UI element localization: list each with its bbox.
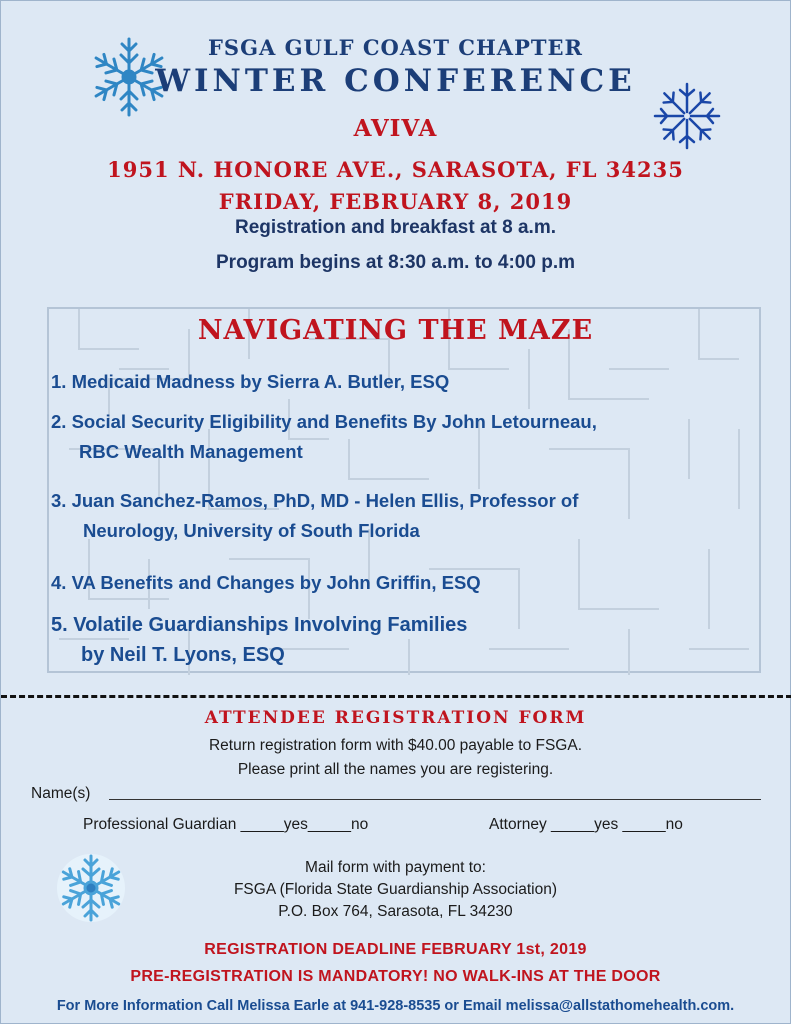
chapter-name: FSGA GULF COAST CHAPTER	[208, 35, 583, 60]
program-item-3	[51, 486, 578, 546]
registration-deadline: REGISTRATION DEADLINE FEBRUARY 1st, 2019	[204, 941, 587, 958]
program-item-1	[51, 367, 449, 397]
form-title: ATTENDEE REGISTRATION FORM	[204, 708, 587, 728]
program-item-line: by Neil T. Lyons, ESQ	[81, 644, 285, 666]
cut-line-divider	[1, 695, 791, 698]
program-item-line: 1. Medicaid Madness by Sierra A. Butler, ESQ	[51, 371, 450, 392]
event-date: FRIDAY, FEBRUARY 8, 2019	[218, 189, 573, 214]
program-item-line: 2. Social Security Eligibility and Benefits By John Letourneau,	[51, 411, 597, 432]
program-item-2	[51, 407, 597, 467]
program-time: Program begins at 8:30 a.m. to 4:00 p.m	[216, 252, 575, 273]
preregistration-notice: PRE-REGISTRATION IS MANDATORY! NO WALK-INS AT THE DOOR	[130, 968, 661, 985]
print-instructions: Please print all the names you are registering.	[237, 761, 554, 778]
event-title: WINTER CONFERENCE	[155, 63, 636, 99]
program-item-4	[51, 568, 481, 598]
venue-address: 1951 N. HONORE AVE., SARASOTA, FL 34235	[107, 157, 684, 182]
venue-name: AVIVA	[353, 115, 438, 142]
program-title: NAVIGATING THE MAZE	[197, 315, 594, 346]
program-item-5	[51, 610, 467, 670]
registration-time: Registration and breakfast at 8 a.m.	[235, 217, 556, 238]
contact-info: For More Information Call Melissa Earle at 941-928-8535 or Email melissa@allstathomehealth.com.	[56, 998, 735, 1014]
professional-guardian-field: Professional Guardian _____yes_____no	[83, 816, 369, 833]
mail-organization: FSGA (Florida State Guardianship Association)	[233, 881, 558, 898]
return-instructions: Return registration form with $40.00 payable to FSGA.	[208, 737, 583, 754]
program-item-line: 5. Volatile Guardianships Involving Families	[51, 614, 468, 636]
program-item-line: Neurology, University of South Florida	[83, 520, 420, 541]
mail-heading: Mail form with payment to:	[305, 859, 486, 876]
mail-address: P.O. Box 764, Sarasota, FL 34230	[278, 903, 513, 920]
names-field-line	[109, 799, 761, 800]
program-item-line: 3. Juan Sanchez-Ramos, PhD, MD - Helen Ellis, Professor of	[51, 490, 579, 511]
program-item-line: 4. VA Benefits and Changes by John Griffin, ESQ	[51, 572, 481, 593]
program-item-line: RBC Wealth Management	[79, 441, 303, 462]
names-label: Name(s)	[31, 785, 91, 802]
attorney-field: Attorney _____yes _____no	[489, 816, 683, 833]
